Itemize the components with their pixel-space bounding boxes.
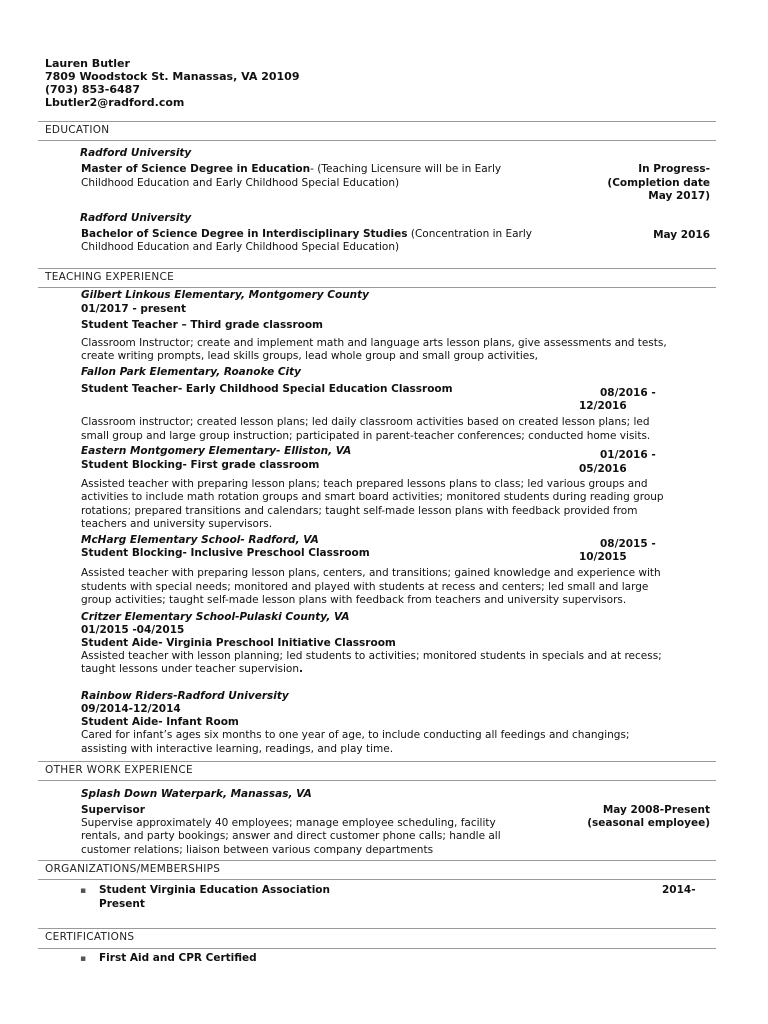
job-place: Splash Down Waterpark, Manassas, VA	[81, 788, 312, 800]
job-role: Student Teacher – Third grade classroom	[81, 319, 323, 331]
org-name: Student Virginia Education Association	[99, 884, 330, 896]
job-place: Critzer Elementary School-Pulaski County, VA	[81, 611, 350, 623]
section-title-certifications: CERTIFICATIONS	[45, 931, 135, 943]
job-dates: 01/2015 -04/2015	[81, 624, 185, 636]
divider	[38, 121, 716, 122]
divider	[38, 780, 716, 781]
job-desc: Classroom instructor; created lesson plans; led daily classroom activities based on created lesson plans; led	[81, 416, 650, 428]
job-date: 01/2016 -	[600, 449, 656, 461]
job-desc: activities to include math rotation groups and smart board activities; monitored students during reading group	[81, 491, 664, 503]
org-date: 2014-	[662, 884, 696, 896]
job-dates: 09/2014-12/2014	[81, 703, 181, 715]
section-title-other-work: OTHER WORK EXPERIENCE	[45, 764, 193, 776]
job-desc: Cared for infant’s ages six months to one year of age, to include conducting all feedings and changings;	[81, 729, 630, 741]
job-role: Student Blocking- First grade classroom	[81, 459, 320, 471]
job-role: Student Aide- Infant Room	[81, 716, 239, 728]
bullet-icon: ▪	[80, 886, 87, 896]
job-date: 08/2016 -	[600, 387, 656, 399]
section-title-teaching: TEACHING EXPERIENCE	[45, 271, 175, 283]
job-date: May 2008-Present	[602, 804, 710, 816]
job-date: 08/2015 -	[600, 538, 656, 550]
job-role: Supervisor	[81, 804, 145, 816]
divider	[38, 268, 716, 269]
resume-address: 7809 Woodstock St. Manassas, VA 20109	[45, 70, 300, 83]
job-desc: small group and large group instruction; participated in parent-teacher conferences; conducted home visits.	[81, 430, 651, 442]
job-desc: students with special needs; monitored and played with students at recess and centers; led small and large	[81, 581, 649, 593]
job-desc: rotations; prepared transitions and calendars; taught self-made lesson plans with feedback provided from	[81, 505, 638, 517]
job-place: Rainbow Riders-Radford University	[81, 690, 289, 702]
edu-degree-line	[81, 228, 571, 241]
org-date: Present	[99, 898, 145, 910]
edu-date: May 2016	[653, 229, 710, 241]
edu-detail-2: Childhood Education and Early Childhood Special Education)	[81, 241, 400, 253]
section-title-education: EDUCATION	[45, 124, 110, 136]
job-desc: create writing prompts, lead skills groups, lead whole group and small group activities,	[81, 350, 539, 362]
edu-detail: - (Teaching Licensure will be in Early	[310, 163, 502, 175]
job-desc: customer relations; liaison between various company departments	[81, 844, 434, 856]
edu-degree: Bachelor of Science Degree in Interdisciplinary Studies	[81, 228, 408, 240]
job-date: (seasonal employee)	[587, 817, 710, 829]
job-desc: Assisted teacher with preparing lesson plans; teach prepared lessons plans to class; led various groups and	[81, 478, 648, 490]
divider	[38, 948, 716, 949]
section-title-organizations: ORGANIZATIONS/MEMBERSHIPS	[45, 863, 221, 875]
divider	[38, 928, 716, 929]
edu-degree-line	[81, 163, 571, 176]
job-date: 05/2016	[579, 463, 627, 475]
divider	[38, 140, 716, 141]
divider	[38, 879, 716, 880]
job-role: Student Aide- Virginia Preschool Initiative Classroom	[81, 637, 396, 649]
job-desc: Supervise approximately 40 employees; manage employee scheduling, facility	[81, 817, 496, 829]
job-desc: Classroom Instructor; create and implement math and language arts lesson plans, give assessments and tests,	[81, 337, 667, 349]
resume-name: Lauren Butler	[45, 57, 130, 70]
job-place: Gilbert Linkous Elementary, Montgomery County	[81, 289, 370, 301]
job-desc-period: .	[299, 663, 303, 675]
divider	[38, 860, 716, 861]
edu-date: May 2017)	[648, 190, 710, 202]
resume-email: Lbutler2@radford.com	[45, 96, 185, 109]
divider	[38, 287, 716, 288]
job-place: McHarg Elementary School- Radford, VA	[81, 534, 319, 546]
job-desc: Assisted teacher with preparing lesson plans, centers, and transitions; gained knowledge and experience with	[81, 567, 661, 579]
edu-school: Radford University	[80, 212, 192, 224]
job-desc: assisting with interactive learning, readings, and play time.	[81, 743, 394, 755]
job-desc: group activities; taught self-made lesson plans with feedback from teachers and university supervisors.	[81, 594, 627, 606]
job-place: Fallon Park Elementary, Roanoke City	[81, 366, 302, 378]
edu-date: (Completion date	[607, 177, 710, 189]
cert-name: First Aid and CPR Certified	[99, 952, 257, 964]
job-desc: taught lessons under teacher supervision	[81, 663, 299, 675]
resume-phone: (703) 853-6487	[45, 83, 140, 96]
edu-detail: (Concentration in Early	[407, 228, 533, 240]
edu-date: In Progress-	[638, 163, 710, 175]
job-role: Student Teacher- Early Childhood Special Education Classroom	[81, 383, 453, 395]
job-date: 10/2015	[579, 551, 627, 563]
job-desc-line	[81, 663, 716, 676]
job-desc: teachers and university supervisors.	[81, 518, 273, 530]
edu-degree: Master of Science Degree in Education	[81, 163, 311, 175]
edu-detail-2: Childhood Education and Early Childhood Special Education)	[81, 177, 400, 189]
job-role: Student Blocking- Inclusive Preschool Classroom	[81, 547, 370, 559]
job-date: 12/2016	[579, 400, 627, 412]
bullet-icon: ▪	[80, 954, 87, 964]
divider	[38, 761, 716, 762]
job-desc: Assisted teacher with lesson planning; led students to activities; monitored students in specials and at recess;	[81, 650, 662, 662]
job-place: Eastern Montgomery Elementary- Elliston, VA	[81, 445, 352, 457]
job-dates: 01/2017 - present	[81, 303, 187, 315]
edu-school: Radford University	[80, 147, 192, 159]
job-desc: rentals, and party bookings; answer and direct customer phone calls; handle all	[81, 830, 501, 842]
